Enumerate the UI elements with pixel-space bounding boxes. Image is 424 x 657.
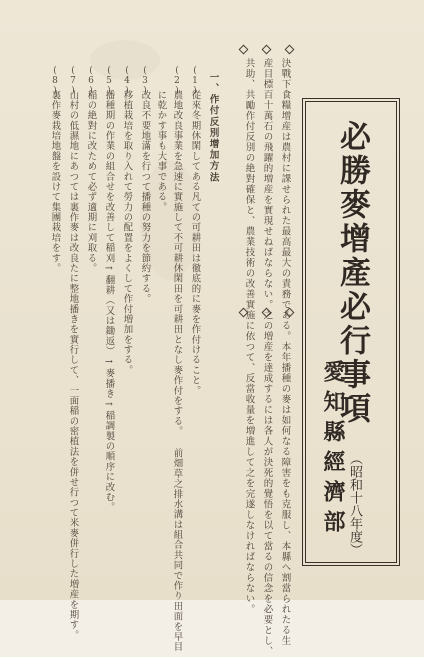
list-item: 從來冬期休閑してある凡ての可耕田は徹底的に麥を作付けること。 xyxy=(189,90,201,396)
item-number: (2) xyxy=(172,66,182,96)
intro-paragraph: 共助、共勵作付反別の絶對確保と、農業技術の改善實施に依つて、反當收量を増進して之を完遂しなければならない。 xyxy=(243,58,255,615)
item-number: (4) xyxy=(122,66,132,96)
diamond-ornament xyxy=(239,44,249,54)
list-item: 農地改良事業を急速に實施して不可耕休閑田を可耕田となし麥作付をする。 前畑草之排水溝は組合共同で作り田面を早目 xyxy=(171,90,183,653)
intro-paragraph: 産目標百十萬石の飛躍的増産を實現せねばならない。之の増産を達成するには各人が決死的覺悟を以て當るの信念を必要とし、 xyxy=(261,58,273,657)
list-item: 稲の絶對に改ためて必ず適期に刈取る。 xyxy=(85,90,97,274)
ornament-row xyxy=(240,307,300,317)
intro-paragraph: 決戰下食糧增産は農村に課せられた最高最大の責務である。本年播種の麥は如何なる障害をも克服し、本縣へ割當られたる生 xyxy=(279,58,291,646)
list-item: 播種期の作業の組合せを改善して稲刈→翻耕（又は鋤返）→麥播き→稲調製の順序に改む。 xyxy=(103,90,115,513)
list-item: に乾かす事も大事である。 xyxy=(155,90,167,213)
ornament-row xyxy=(240,44,300,54)
section-heading: 一、作付反別增加方法 xyxy=(207,72,219,183)
diamond-ornament xyxy=(262,307,272,317)
diamond-ornament xyxy=(262,44,272,54)
diamond-ornament xyxy=(239,307,249,317)
item-number: (7) xyxy=(68,66,78,96)
document-title: 必勝麥增產必行事項 xyxy=(334,120,370,426)
item-number: (1) xyxy=(190,66,200,96)
publisher: 愛知縣經濟部 xyxy=(320,360,346,540)
list-item: 改良不要地滿を行つて播種の努力を節約する。 xyxy=(139,90,151,304)
list-item: 裏作麥栽培地盤を設けて集團栽培をす。 xyxy=(49,90,61,274)
diamond-ornament xyxy=(285,307,295,317)
item-number: (5) xyxy=(104,66,114,96)
item-number: (8) xyxy=(50,66,60,96)
year-label: （昭和十八年度） xyxy=(347,452,362,556)
item-number: (3) xyxy=(140,66,150,96)
list-item: 移植栽培を取り入れて勞力の配置をよくして作付増加をする。 xyxy=(121,90,133,376)
diamond-ornament xyxy=(285,44,295,54)
list-item: 山村の低濕地にあつては裏作麥は改良たに整地播きを實行して、一面稲の密植法を併せ行つて米麥併行した増産を期す。 xyxy=(67,90,79,641)
item-number: (6) xyxy=(86,66,96,96)
